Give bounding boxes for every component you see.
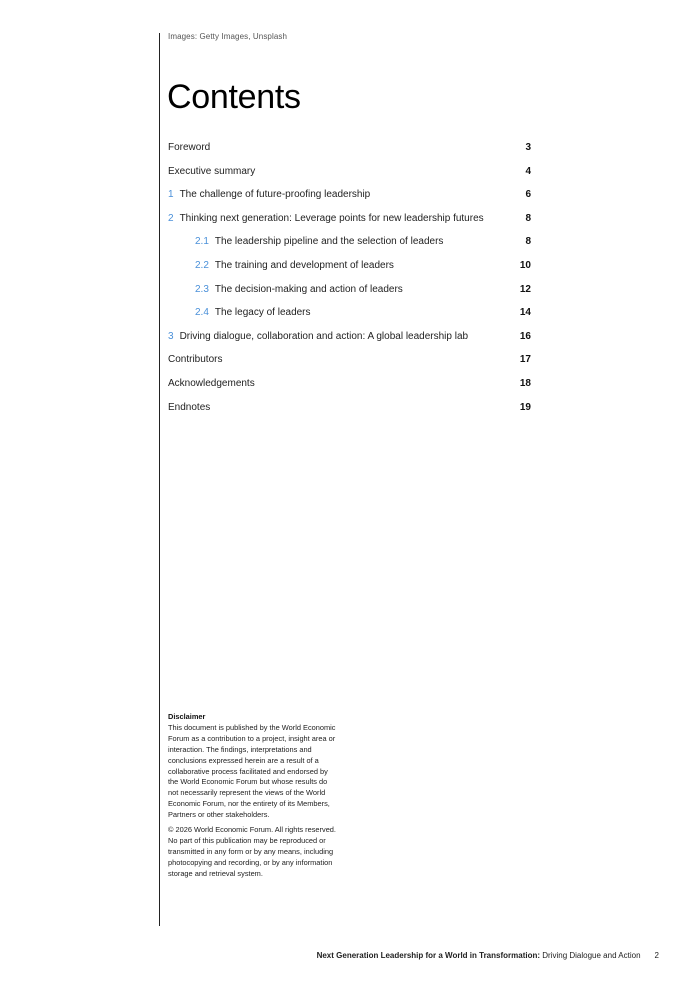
margin-rule — [159, 33, 160, 926]
toc-entry-page: 4 — [525, 165, 531, 177]
toc-entry-page: 8 — [525, 236, 531, 248]
toc-entry-page: 6 — [525, 189, 531, 201]
toc-entry-label: The decision-making and action of leaders — [214, 283, 403, 295]
copyright-notice: © 2026 World Economic Forum. All rights reserved. No part of this publication may be reproduced or transmitted in any form or by any means, including photocopying and recording, or by any information storage and retrieval system. — [168, 825, 336, 878]
toc-entry-number: 1 — [168, 189, 174, 201]
image-credit: Images: Getty Images, Unsplash — [168, 32, 288, 41]
toc-entry[interactable] — [168, 372, 532, 396]
table-of-contents — [168, 136, 532, 419]
footer-report-subtitle: Driving Dialogue and Action — [540, 951, 641, 960]
toc-entry-label: Thinking next generation: Leverage points for new leadership futures — [179, 212, 484, 224]
page-title: Contents — [167, 78, 301, 116]
toc-entry-label: The legacy of leaders — [214, 307, 311, 319]
toc-entry-label: Endnotes — [168, 401, 211, 413]
toc-entry[interactable] — [168, 396, 532, 420]
disclaimer-body: This document is published by the World Economic Forum as a contribution to a project, insight area or interaction. The findings, interpretations and conclusions expressed herein are a result of a collaborative process facilitated and endorsed by the World Economic Forum but whose results do not necessarily represent the views of the World Economic Forum, nor the entirety of its Members, Partners or other stakeholders. — [168, 722, 336, 820]
toc-entry[interactable] — [168, 254, 532, 278]
toc-entry-number: 3 — [168, 330, 174, 342]
toc-entry[interactable] — [168, 278, 532, 302]
toc-entry-number: 2.1 — [195, 236, 209, 248]
toc-entry-page: 17 — [519, 354, 531, 366]
toc-entry-label: Contributors — [168, 354, 223, 366]
toc-entry[interactable] — [168, 301, 532, 325]
toc-entry-label: Driving dialogue, collaboration and action: A global leadership lab — [179, 330, 469, 342]
toc-entry[interactable] — [168, 348, 532, 372]
toc-entry-label: Foreword — [168, 142, 211, 153]
toc-entry[interactable] — [168, 325, 532, 349]
toc-entry-number: 2.2 — [195, 259, 209, 271]
toc-entry-label: The challenge of future-proofing leadership — [179, 189, 371, 201]
toc-entry-page: 14 — [519, 307, 531, 319]
toc-entry-number: 2 — [168, 212, 174, 224]
toc-entry-page: 8 — [525, 212, 531, 224]
disclaimer-title: Disclaimer — [168, 712, 206, 721]
toc-entry-number: 2.3 — [195, 283, 209, 295]
toc-entry[interactable] — [168, 183, 532, 207]
toc-entry-page: 10 — [519, 259, 531, 271]
footer-report-title: Next Generation Leadership for a World in Transformation: — [316, 951, 541, 960]
disclaimer — [168, 712, 338, 880]
toc-entry[interactable] — [168, 136, 532, 160]
toc-entry-page: 19 — [519, 401, 531, 413]
toc-entry[interactable] — [168, 230, 532, 254]
toc-entry-label: The leadership pipeline and the selection of leaders — [214, 236, 444, 248]
toc-entry-number: 2.4 — [195, 307, 209, 319]
footer-page-number: 2 — [654, 951, 659, 960]
toc-entry-page: 3 — [525, 142, 531, 153]
toc-entry[interactable] — [168, 160, 532, 184]
page-footer — [317, 951, 659, 960]
toc-entry-label: The training and development of leaders — [214, 259, 394, 271]
toc-entry-label: Executive summary — [168, 165, 256, 177]
toc-entry[interactable] — [168, 207, 532, 231]
toc-entry-page: 18 — [519, 377, 531, 389]
toc-entry-label: Acknowledgements — [168, 377, 255, 389]
toc-entry-page: 12 — [519, 283, 531, 295]
toc-entry-page: 16 — [519, 330, 531, 342]
